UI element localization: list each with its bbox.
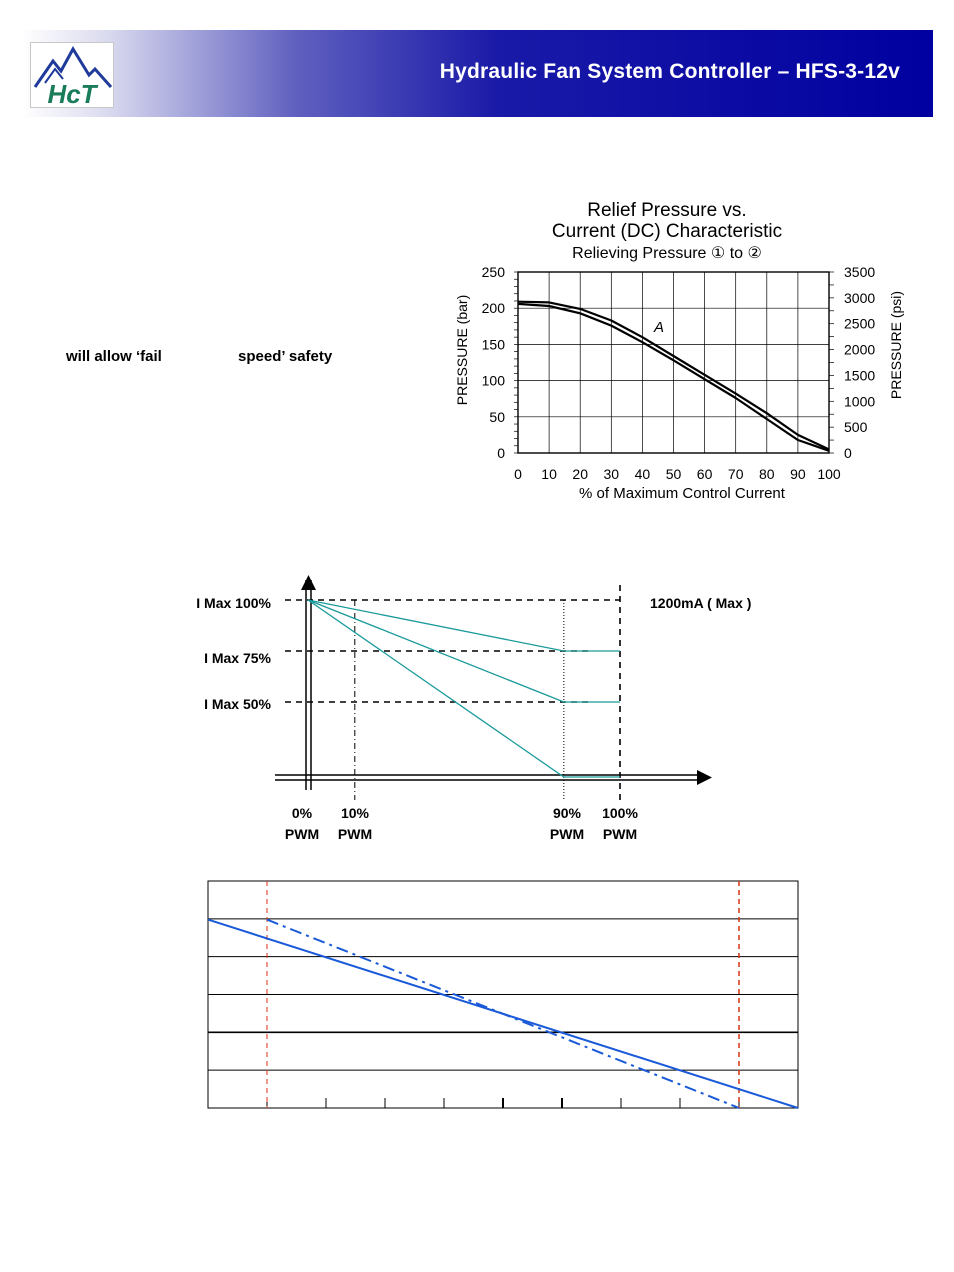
chart1-xtick-label: 40 [634, 466, 651, 482]
chart1-xtick-label: 100 [817, 466, 841, 482]
chart3-grid [208, 919, 798, 1108]
chart1-series [518, 302, 829, 451]
chart1-grid [514, 272, 834, 453]
chart3-series-line-1 [267, 920, 739, 1108]
chart1-y-ticks [482, 264, 506, 461]
chart1-series-line-1 [518, 304, 829, 451]
company-logo [30, 42, 114, 108]
chart1-ytick-right-label: 500 [844, 419, 868, 436]
chart1-ytick-right-label: 2000 [844, 341, 876, 358]
chart1-ytick-right-label: 3500 [844, 264, 876, 280]
chart3-series-line-0 [208, 920, 798, 1108]
chart1-xtick-label: 30 [603, 466, 620, 482]
chart1-ylabel: PRESSURE (bar) [454, 294, 470, 406]
chart2-xmark-0-bottom: PWM [284, 826, 320, 842]
chart1-ytick-label: 0 [497, 445, 505, 461]
chart1-series-line-0 [518, 302, 829, 450]
body-fragment-part1: will allow ‘fail [66, 348, 162, 365]
chart1-xtick-label: 0 [514, 466, 522, 482]
chart2-series-line-1 [308, 600, 620, 702]
chart1-xtick-label: 70 [727, 466, 744, 482]
chart2-xmark-2-bottom: PWM [549, 826, 585, 842]
chart1-xtick-label: 90 [790, 466, 806, 482]
chart2-level-75: I Max 75% [204, 650, 271, 666]
chart1-xtick-label: 50 [665, 466, 682, 482]
chart1-ytick-label: 100 [481, 372, 505, 389]
chart1-ytick-label: 200 [481, 300, 505, 317]
chart1-xtick-label: 80 [759, 466, 775, 482]
chart3-limit-lines [267, 881, 739, 1108]
chart2-series-line-0 [308, 600, 620, 651]
chart1-y-ticks-right [844, 264, 875, 461]
chart2-level-50: I Max 50% [204, 696, 271, 712]
chart1-subtitle: Relieving Pressure ① to ② [572, 245, 762, 262]
chart2-level-100: I Max 100% [196, 595, 271, 611]
chart3-plot-frame [208, 881, 798, 1108]
chart1-ytick-label: 250 [481, 264, 505, 280]
chart1-ytick-right-label: 1000 [844, 393, 876, 410]
chart1-ytick-right-label: 1500 [844, 367, 876, 384]
chart1-plot-frame [518, 272, 829, 453]
chart2-series [308, 600, 620, 777]
logo-text: HcT [47, 79, 97, 109]
chart1-xtick-label: 10 [541, 466, 557, 482]
document-title: Hydraulic Fan System Controller – HFS-3-12v [439, 60, 900, 83]
chart1-title-line2: Current (DC) Characteristic [551, 221, 783, 242]
chart1-xtick-label: 20 [572, 466, 588, 482]
chart2-xmark-1-bottom: PWM [337, 826, 373, 842]
chart1-x-ticks [514, 466, 841, 482]
body-fragment-part2: speed’ safety [238, 348, 333, 365]
chart1-ytick-right-label: 2500 [844, 315, 876, 332]
chart2-xmark-1-top: 10% [340, 805, 370, 821]
chart2-xmark-3-bottom: PWM [602, 826, 638, 842]
chart1-ytick-label: 150 [481, 336, 505, 353]
chart2-max-label: 1200mA ( Max ) [650, 595, 752, 611]
chart3-series [208, 920, 798, 1108]
chart2-xmark-2-top: 90% [552, 805, 582, 821]
chart2-series-line-2 [308, 600, 620, 777]
chart2-xmark-0-top: 0% [291, 805, 313, 821]
chart2-axes [275, 575, 712, 790]
mountain-logo-icon [31, 43, 113, 107]
chart1-title: Relief Pressure vs. [587, 200, 747, 221]
chart1-ytick-label: 50 [489, 408, 505, 425]
chart1-ytick-right-label: 3000 [844, 289, 876, 306]
chart1-xlabel: % of Maximum Control Current [579, 485, 785, 502]
chart1-ytick-right-label: 0 [844, 445, 852, 461]
chart1-annotation: A [654, 319, 665, 336]
chart1-xtick-label: 60 [696, 466, 713, 482]
chart2-guides [285, 585, 620, 800]
chart2-xmark-3-top: 100% [602, 805, 638, 821]
chart1-ylabel-right: PRESSURE (psi) [888, 290, 904, 400]
